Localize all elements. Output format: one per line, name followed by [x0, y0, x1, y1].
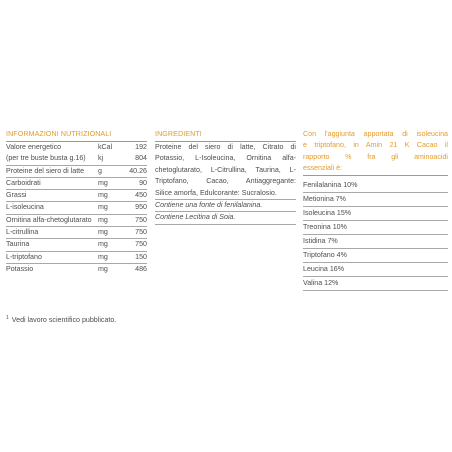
aminoacid-item: Treonina 10%: [303, 221, 448, 235]
aminoacid-item: Isoleucina 15%: [303, 207, 448, 221]
nutrient-value: 750: [135, 215, 147, 224]
energy-sublabel: (per tre buste busta g.16): [6, 154, 86, 163]
nutrition-row: [6, 264, 147, 275]
nutrient-name: Potassio: [6, 264, 34, 273]
aminoacid-item: Metionina 7%: [303, 193, 448, 207]
nutrient-value: 750: [135, 240, 147, 249]
nutrient-name: Carboidrati: [6, 178, 41, 187]
nutrient-unit: g: [98, 166, 102, 175]
energy-label: Valore energetico: [6, 143, 62, 151]
aminoacid-intro: [303, 129, 448, 176]
nutrient-name: Grassi: [6, 191, 27, 200]
aminoacid-intro-line: e triptofano, in Amin 21 K Cacao il: [303, 141, 448, 150]
aminoacid-item: Triptofano 4%: [303, 249, 448, 263]
ingredients-note-phenylalanine: Contiene una fonte di fenilalanina.: [155, 200, 296, 212]
nutrient-unit: mg: [98, 228, 108, 237]
ingredients-line: Triptofano, Cacao, Antiaggregante:: [155, 177, 296, 186]
energy-sub-row: [6, 153, 147, 165]
nutrient-name: L-isoleucina: [6, 203, 44, 212]
footnote-text: Vedi lavoro scientifico pubblicato.: [11, 316, 117, 324]
nutrient-value: 450: [135, 191, 147, 200]
nutrition-row: [6, 190, 147, 202]
aminoacid-intro-line: Con l'aggiunta apportata di isoleucina: [303, 130, 448, 138]
nutrient-value: 150: [135, 252, 147, 261]
nutrient-name: L-citrullina: [6, 228, 39, 237]
ingredients-line: Potassio, L-Isoleucina, Ornitina alfa-: [155, 154, 296, 163]
nutrient-value: 750: [135, 228, 147, 237]
energy-unit-kj: kj: [98, 154, 104, 163]
nutrient-value: 950: [135, 203, 147, 212]
aminoacid-item: Fenilalanina 10%: [303, 179, 448, 193]
nutrition-rows: [6, 166, 147, 276]
nutrient-name: Taurina: [6, 240, 30, 249]
ingredients-section: [155, 129, 296, 225]
nutrient-name: Proteine del siero di latte: [6, 166, 85, 175]
aminoacid-item: Leucina 16%: [303, 263, 448, 277]
nutrient-unit: mg: [98, 178, 108, 187]
ingredients-note-soy: Contiene Lecitina di Soia.: [155, 212, 296, 224]
nutrient-unit: mg: [98, 252, 108, 261]
nutrient-unit: mg: [98, 215, 108, 224]
ingredients-header: INGREDIENTI: [155, 129, 296, 142]
energy-value-kcal: 192: [135, 143, 147, 151]
nutrient-value: 90: [139, 178, 147, 187]
aminoacid-intro-line: essenziali è:: [303, 164, 343, 173]
nutrient-unit: mg: [98, 240, 108, 249]
nutrition-row: [6, 178, 147, 190]
nutrient-unit: mg: [98, 264, 108, 273]
nutrition-row: [6, 239, 147, 251]
nutrient-unit: mg: [98, 203, 108, 212]
nutrition-row: [6, 166, 147, 178]
energy-unit-kcal: kCal: [98, 143, 113, 151]
footnote-mark: 1: [6, 315, 9, 321]
energy-value-kj: 804: [135, 154, 147, 163]
nutrition-table: [6, 129, 147, 275]
nutrition-row: [6, 215, 147, 227]
nutrition-row: [6, 202, 147, 214]
nutrient-name: Ornitina alfa-chetoglutarato: [6, 215, 92, 224]
footnote: [6, 313, 116, 325]
ingredients-text: [155, 142, 296, 200]
ingredients-line: Silice amorfa, Edulcorante: Sucralosio.: [155, 188, 277, 197]
aminoacid-list: [303, 179, 448, 291]
aminoacid-item: Valina 12%: [303, 277, 448, 291]
nutrient-unit: mg: [98, 191, 108, 200]
aminoacid-item: Istidina 7%: [303, 235, 448, 249]
nutrition-row: [6, 227, 147, 239]
nutrient-value: 40.26: [129, 166, 147, 175]
nutrient-value: 486: [135, 264, 147, 273]
ingredients-line: Proteine del siero di latte, Citrato di: [155, 143, 296, 151]
energy-row: [6, 142, 147, 153]
ingredients-line: chetoglutarato, L-Citrullina, Taurina, L-: [155, 165, 296, 174]
nutrition-header: INFORMAZIONI NUTRIZIONALI: [6, 129, 147, 142]
aminoacid-section: [303, 129, 448, 291]
nutrient-name: L-triptofano: [6, 252, 42, 261]
nutrition-row: [6, 252, 147, 264]
aminoacid-intro-line: rapporto % fra gli aminoacidi: [303, 152, 448, 161]
